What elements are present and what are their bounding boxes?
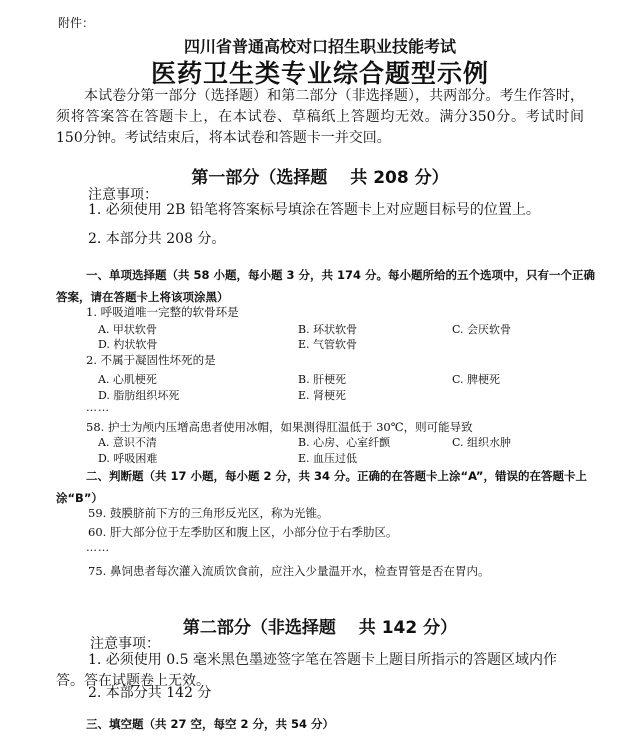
true-false-heading: 二、判断题（共 17 小题，每小题 2 分，共 34 分。正确的在答题卡上涂“A”，错误的在答题卡上涂“B”）: [56, 469, 587, 505]
part2-note-1: 1. 必须使用 0.5 毫米黑色墨迹签字笔在答题卡上题目所指示的答题区域内作答。答在试题卷上无效。: [56, 652, 557, 689]
question-60: 60. 肝大部分位于左季肋区和腹上区，小部分位于右季肋区。: [88, 525, 398, 539]
question-1-stem: 1. 呼吸道唯一完整的软骨环是: [86, 305, 239, 319]
single-choice-heading: 一、单项选择题（共 58 小题，每小题 3 分，共 174 分。每小题所给的五个选项中，只有一个正确答案，请在答题卡上将该项涂黑）: [56, 268, 596, 304]
question-2-option-e: E. 肾梗死: [298, 389, 347, 402]
part2-title: 第二部分（非选择题 共 142 分）: [182, 618, 458, 638]
exam-title: 医药卫生类专业综合题型示例: [150, 59, 489, 88]
question-58-option-e: E. 血压过低: [298, 452, 358, 465]
question-1-option-c: C. 会厌软骨: [452, 323, 512, 336]
part1-note-2: 2. 本部分共 208 分。: [88, 231, 226, 247]
fill-blank-heading: 三、填空题（共 27 空，每空 2 分，共 54 分）: [86, 717, 335, 731]
question-1-option-d: D. 杓状软骨: [98, 338, 158, 351]
exam-organizer: 四川省普通高校对口招生职业技能考试: [183, 37, 456, 56]
part1-notes-heading: 注意事项：: [88, 187, 158, 203]
question-2-option-d: D. 脂肪组织坏死: [98, 389, 180, 402]
question-75: 75. 鼻饲患者每次灌入流质饮食前，应注入少量温开水，检查胃管是否在胃内。: [88, 564, 490, 578]
part1-title: 第一部分（选择题 共 208 分）: [191, 168, 449, 188]
question-58-option-a: A. 意识不清: [98, 436, 157, 449]
intro-paragraph: 本试卷分第一部分（选择题）和第二部分（非选择题），共两部分。考生作答时，须将答案答在答题卡上，在本试卷、草稿纸上答题均无效。满分350分。考试时间150分钟。考试结束后，将本试卷和答题卡一并交回。: [56, 88, 584, 146]
question-2-option-b: B. 肝梗死: [298, 373, 347, 386]
question-1-option-e: E. 气管软骨: [298, 338, 358, 351]
question-2-option-a: A. 心肌梗死: [98, 373, 157, 386]
question-2-option-c: C. 脾梗死: [452, 373, 501, 386]
question-2-stem: 2. 不属于凝固性坏死的是: [86, 353, 216, 367]
question-59: 59. 鼓膜脐前下方的三角形反光区，称为光锥。: [88, 506, 329, 520]
question-58-stem: 58. 护士为颅内压增高患者使用冰帽，如果测得肛温低于 30℃，则可能导致: [86, 420, 473, 434]
part2-note-2: 2. 本部分共 142 分: [88, 685, 212, 701]
question-58-option-b: B. 心房、心室纤颤: [298, 436, 391, 449]
part2-notes-heading: 注意事项：: [90, 636, 160, 652]
attachment-label: 附件：: [58, 16, 95, 30]
part1-note-1: 1. 必须使用 2B 铅笔将答案标号填涂在答题卡上对应题目标号的位置上。: [88, 202, 540, 218]
question-1-option-a: A. 甲状软骨: [98, 323, 157, 336]
single-choice-ellipsis: ……: [86, 401, 110, 414]
question-58-option-c: C. 组织水肿: [452, 436, 512, 449]
question-1-option-b: B. 环状软骨: [298, 323, 358, 336]
true-false-ellipsis: ……: [86, 541, 110, 554]
question-58-option-d: D. 呼吸困难: [98, 452, 158, 465]
